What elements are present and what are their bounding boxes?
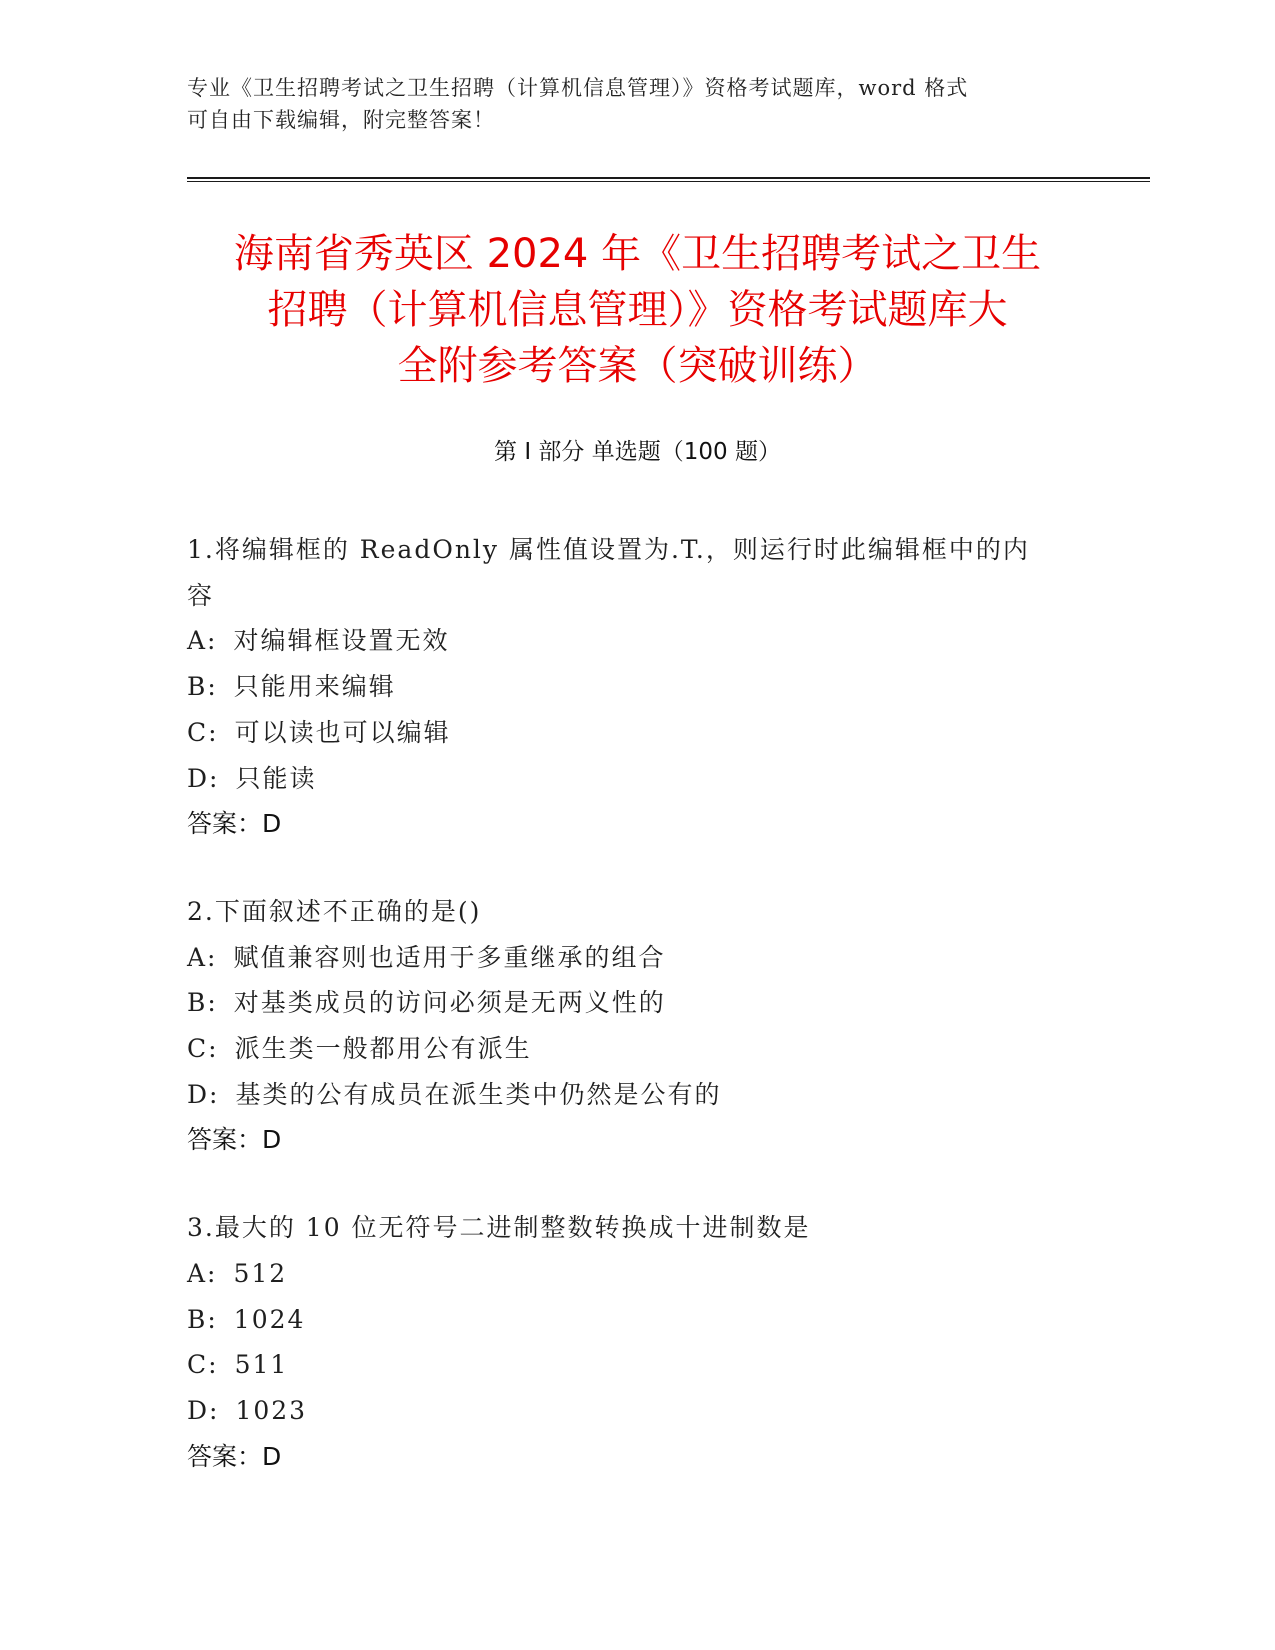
option-b	[187, 664, 1087, 710]
question-2	[187, 889, 1087, 1163]
document-title	[160, 226, 1115, 394]
option-d	[187, 1072, 1087, 1118]
header-note	[187, 72, 1067, 136]
option-key: A:	[187, 626, 218, 656]
option-text: 512	[233, 1258, 288, 1288]
option-text: 511	[234, 1350, 289, 1380]
option-d	[187, 1388, 1087, 1434]
option-key: B:	[187, 1304, 218, 1334]
question-stem: 2.下面叙述不正确的是()	[187, 896, 482, 926]
answer-line: 答案：D	[187, 1441, 282, 1471]
question-stem: 3.最大的 10 位无符号二进制整数转换成十进制数是	[187, 1213, 811, 1243]
option-key: C:	[187, 717, 219, 747]
question-stem: 1.将编辑框的 ReadOnly 属性值设置为.T.，则运行时此编辑框中的内	[187, 535, 1030, 564]
option-text: 对基类成员的访问必须是无两义性的	[233, 988, 666, 1018]
option-d	[187, 756, 1087, 802]
option-b	[187, 1297, 1087, 1343]
option-a	[187, 618, 1087, 664]
option-text: 对编辑框设置无效	[233, 626, 450, 656]
option-text: 只能用来编辑	[233, 672, 396, 702]
option-a	[187, 1251, 1087, 1297]
option-text: 只能读	[235, 763, 317, 793]
option-a	[187, 935, 1087, 981]
option-key: A:	[187, 942, 218, 972]
option-key: D:	[187, 1079, 220, 1109]
option-key: B:	[187, 988, 218, 1018]
question-3	[187, 1205, 1087, 1479]
option-key: B:	[187, 672, 218, 702]
header-divider-thick	[187, 177, 1150, 179]
answer-line: 答案：D	[187, 1125, 282, 1155]
header-note-line-2: 可自由下载编辑，附完整答案！	[187, 108, 495, 132]
option-b	[187, 980, 1087, 1026]
header-divider-thin	[187, 181, 1150, 182]
option-key: C:	[187, 1034, 219, 1064]
option-text: 1023	[235, 1395, 308, 1425]
option-key: D:	[187, 763, 220, 793]
option-text: 1024	[233, 1304, 306, 1334]
question-list	[187, 527, 1087, 1521]
document-title-line-1: 海南省秀英区 2024 年《卫生招聘考试之卫生	[233, 231, 1042, 277]
document-title-line-3: 全附参考答案（突破训练）	[397, 343, 878, 389]
question-1	[187, 527, 1087, 847]
option-text: 基类的公有成员在派生类中仍然是公有的	[235, 1079, 722, 1109]
document-title-line-2: 招聘（计算机信息管理）》资格考试题库大	[267, 287, 1008, 333]
option-text: 可以读也可以编辑	[234, 717, 451, 747]
header-note-line-1: 专业《卫生招聘考试之卫生招聘（计算机信息管理）》资格考试题库，word 格式	[187, 76, 969, 100]
option-text: 赋值兼容则也适用于多重继承的组合	[233, 942, 666, 972]
option-c	[187, 1026, 1087, 1072]
section-heading: 第 I 部分 单选题（100 题）	[494, 439, 781, 465]
question-stem-continued: 容	[187, 580, 215, 610]
option-key: D:	[187, 1395, 220, 1425]
answer-line: 答案：D	[187, 809, 282, 839]
option-text: 派生类一般都用公有派生	[234, 1034, 532, 1064]
option-c	[187, 1342, 1087, 1388]
option-key: A:	[187, 1258, 218, 1288]
option-c	[187, 710, 1087, 756]
option-key: C:	[187, 1350, 219, 1380]
